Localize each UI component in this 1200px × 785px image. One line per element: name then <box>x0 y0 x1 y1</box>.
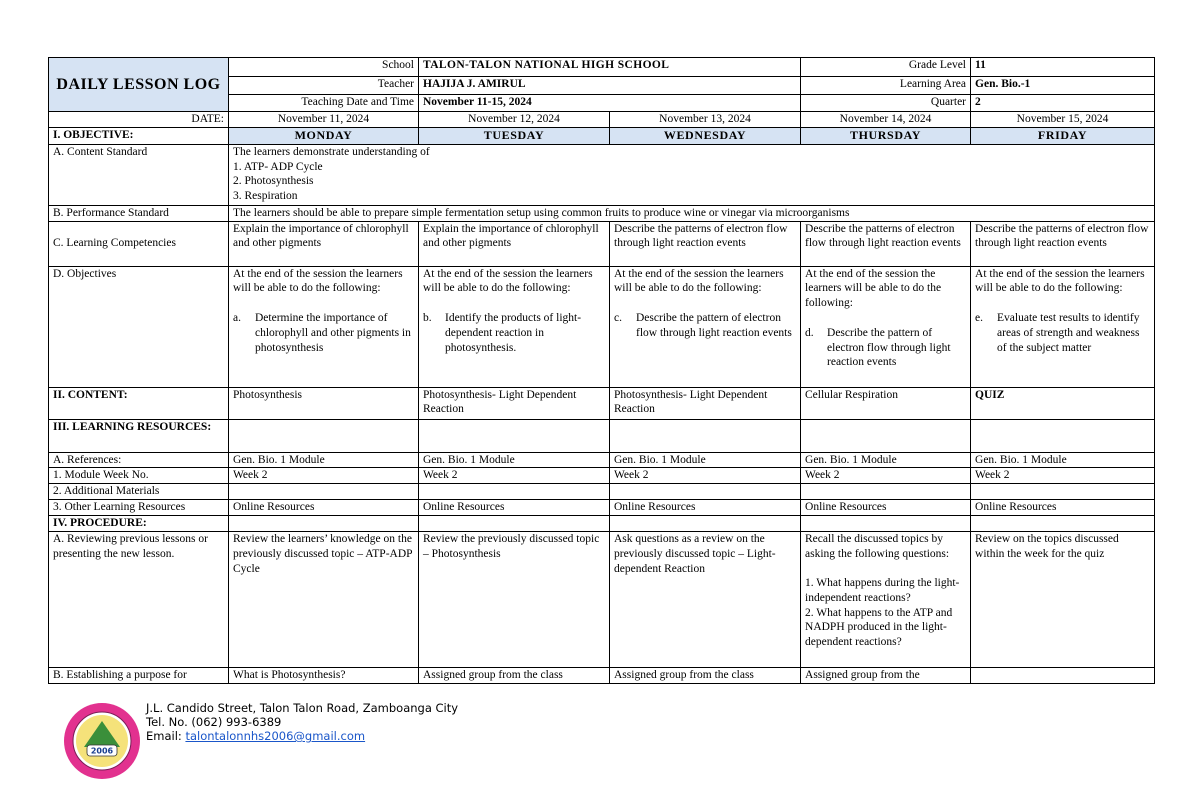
objective-heading: I. OBJECTIVE: <box>49 128 229 145</box>
objectives-label: D. Objectives <box>49 266 229 387</box>
competency-cell: Explain the importance of chlorophyll and other pigments <box>419 221 610 266</box>
purpose-label: B. Establishing a purpose for <box>49 668 229 684</box>
reviewing-line: 1. What happens during the light-independent reactions? <box>805 577 960 604</box>
reviewing-label: A. Reviewing previous lessons or presenting the new lesson. <box>49 532 229 668</box>
quarter-label: Quarter <box>801 95 971 112</box>
other-resources-cell: Online Resources <box>801 500 971 516</box>
purpose-cell <box>971 668 1155 684</box>
reviewing-cell <box>801 532 971 668</box>
seal-year: 2006 <box>90 746 114 756</box>
module-week-cell: Week 2 <box>610 468 801 484</box>
empty-cell <box>801 484 971 500</box>
empty-cell <box>419 484 610 500</box>
content-row <box>49 387 1155 419</box>
date-tuesday: November 12, 2024 <box>419 112 610 128</box>
reviewing-cell: Review on the topics discussed within the week for the quiz <box>971 532 1155 668</box>
other-resources-row <box>49 500 1155 516</box>
performance-standard-row <box>49 206 1155 222</box>
reviewing-row <box>49 532 1155 668</box>
area-value: Gen. Bio.-1 <box>971 77 1155 95</box>
reviewing-cell: Review the learners’ knowledge on the previously discussed topic – ATP-ADP Cycle <box>229 532 419 668</box>
objective-letter: a. <box>233 312 241 325</box>
purpose-row <box>49 668 1155 684</box>
empty-cell <box>610 484 801 500</box>
competency-cell: Describe the patterns of electron flow through light reaction events <box>971 221 1155 266</box>
objective-text: Describe the pattern of electron flow through light reaction events <box>636 312 792 339</box>
area-label: Learning Area <box>801 77 971 95</box>
date-row <box>49 112 1155 128</box>
objective-intro: At the end of the session the learners will be able to do the following: <box>614 267 784 295</box>
empty-cell <box>610 516 801 532</box>
day-wednesday: WEDNESDAY <box>610 128 801 145</box>
performance-standard-text: The learners should be able to prepare simple fermentation setup using common fruits to produce wine or vinegar via microorganisms <box>229 206 1155 222</box>
school-tel: Tel. No. (062) 993-6389 <box>146 715 282 729</box>
empty-cell <box>971 419 1155 452</box>
references-label: A. References: <box>49 452 229 468</box>
other-resources-cell: Online Resources <box>610 500 801 516</box>
reference-cell: Gen. Bio. 1 Module <box>229 452 419 468</box>
other-resources-cell: Online Resources <box>229 500 419 516</box>
school-email-line <box>146 729 546 743</box>
module-week-cell: Week 2 <box>801 468 971 484</box>
school-value: TALON-TALON NATIONAL HIGH SCHOOL <box>419 58 801 77</box>
reference-cell: Gen. Bio. 1 Module <box>610 452 801 468</box>
content-standard-line: 2. Photosynthesis <box>233 175 314 188</box>
competencies-row <box>49 221 1155 266</box>
day-header-row <box>49 128 1155 145</box>
empty-cell <box>971 516 1155 532</box>
objective-letter: c. <box>614 312 622 325</box>
empty-cell <box>801 419 971 452</box>
objectives-row <box>49 266 1155 387</box>
objective-letter: d. <box>805 326 814 339</box>
purpose-cell: Assigned group from the class <box>610 668 801 684</box>
quarter-value: 2 <box>971 95 1155 112</box>
reviewing-line: 2. What happens to the ATP and NADPH produced in the light-dependent reactions? <box>805 606 953 649</box>
purpose-cell: Assigned group from the class <box>419 668 610 684</box>
learning-resources-row <box>49 419 1155 452</box>
school-address: J.L. Candido Street, Talon Talon Road, Zamboanga City <box>146 701 459 715</box>
performance-standard-label: B. Performance Standard <box>49 206 229 222</box>
content-cell: Photosynthesis- Light Dependent Reaction <box>419 387 610 419</box>
content-standard-line: The learners demonstrate understanding of <box>233 146 430 158</box>
teacher-label: Teacher <box>229 77 419 95</box>
other-resources-cell: Online Resources <box>419 500 610 516</box>
objective-intro: At the end of the session the learners will be able to do the following: <box>233 267 403 295</box>
competency-cell: Describe the patterns of electron flow through light reaction events <box>610 221 801 266</box>
module-week-cell: Week 2 <box>419 468 610 484</box>
content-standard-label: A. Content Standard <box>49 145 229 206</box>
day-friday: FRIDAY <box>971 128 1155 145</box>
page-title: DAILY LESSON LOG <box>49 58 229 112</box>
objective-intro: At the end of the session the learners will be able to do the following: <box>805 267 942 310</box>
objective-intro: At the end of the session the learners will be able to do the following: <box>423 267 593 295</box>
additional-materials-row <box>49 484 1155 500</box>
module-week-label: 1. Module Week No. <box>49 468 229 484</box>
empty-cell <box>229 516 419 532</box>
dates-value: November 11-15, 2024 <box>419 95 801 112</box>
reviewing-cell: Review the previously discussed topic – Photosynthesis <box>419 532 610 668</box>
purpose-cell: What is Photosynthesis? <box>229 668 419 684</box>
other-resources-label: 3. Other Learning Resources <box>49 500 229 516</box>
objective-cell <box>419 266 610 387</box>
objective-cell <box>229 266 419 387</box>
objective-text: Evaluate test results to identify areas of strength and weakness of the subject matter <box>997 312 1140 354</box>
procedure-row <box>49 516 1155 532</box>
teacher-value: HAJIJA J. AMIRUL <box>419 77 801 95</box>
school-label: School <box>229 58 419 77</box>
grade-value: 11 <box>971 58 1155 77</box>
objective-cell <box>801 266 971 387</box>
content-standard-line: 3. Respiration <box>233 190 298 203</box>
module-week-cell: Week 2 <box>971 468 1155 484</box>
objective-intro: At the end of the session the learners will be able to do the following: <box>975 267 1145 295</box>
email-link[interactable]: talontalonnhs2006@gmail.com <box>185 729 366 743</box>
purpose-cell: Assigned group from the <box>801 668 971 684</box>
reference-cell: Gen. Bio. 1 Module <box>419 452 610 468</box>
empty-cell <box>419 516 610 532</box>
content-standard-row <box>49 145 1155 206</box>
day-tuesday: TUESDAY <box>419 128 610 145</box>
learning-resources-label: III. LEARNING RESOURCES: <box>49 419 229 452</box>
content-cell: Cellular Respiration <box>801 387 971 419</box>
competencies-label: C. Learning Competencies <box>49 221 229 266</box>
objective-cell <box>971 266 1155 387</box>
module-week-row <box>49 468 1155 484</box>
content-label: II. CONTENT: <box>49 387 229 419</box>
module-week-cell: Week 2 <box>229 468 419 484</box>
objective-letter: b. <box>423 312 432 325</box>
content-cell: Photosynthesis- Light Dependent Reaction <box>610 387 801 419</box>
date-label: DATE: <box>49 112 229 128</box>
school-contact <box>146 701 546 743</box>
empty-cell <box>801 516 971 532</box>
reference-cell: Gen. Bio. 1 Module <box>801 452 971 468</box>
objective-letter: e. <box>975 312 983 325</box>
empty-cell <box>971 484 1155 500</box>
procedure-label: IV. PROCEDURE: <box>49 516 229 532</box>
objective-cell <box>610 266 801 387</box>
objective-text: Identify the products of light-dependent reaction in photosynthesis. <box>445 312 582 354</box>
additional-materials-label: 2. Additional Materials <box>49 484 229 500</box>
reviewing-cell: Ask questions as a review on the previously discussed topic – Light-dependent Reaction <box>610 532 801 668</box>
date-friday: November 15, 2024 <box>971 112 1155 128</box>
empty-cell <box>610 419 801 452</box>
competency-cell: Describe the patterns of electron flow through light reaction events <box>801 221 971 266</box>
grade-label: Grade Level <box>801 58 971 77</box>
empty-cell <box>229 419 419 452</box>
dates-label: Teaching Date and Time <box>229 95 419 112</box>
email-label: Email: <box>146 729 182 743</box>
objective-text: Describe the pattern of electron flow through light reaction events <box>827 326 951 369</box>
day-monday: MONDAY <box>229 128 419 145</box>
competency-cell: Explain the importance of chlorophyll and other pigments <box>229 221 419 266</box>
date-monday: November 11, 2024 <box>229 112 419 128</box>
content-cell: Photosynthesis <box>229 387 419 419</box>
empty-cell <box>229 484 419 500</box>
empty-cell <box>419 419 610 452</box>
reference-cell: Gen. Bio. 1 Module <box>971 452 1155 468</box>
content-standard-text <box>229 145 1155 206</box>
day-thursday: THURSDAY <box>801 128 971 145</box>
daily-lesson-log-table <box>48 57 1155 684</box>
school-seal-icon <box>62 701 142 781</box>
content-cell: QUIZ <box>971 387 1155 419</box>
date-wednesday: November 13, 2024 <box>610 112 801 128</box>
reviewing-line: Recall the discussed topics by asking the following questions: <box>805 533 950 560</box>
references-row <box>49 452 1155 468</box>
objective-text: Determine the importance of chlorophyll and other pigments in photosynthesis <box>255 312 411 354</box>
content-standard-line: 1. ATP- ADP Cycle <box>233 160 323 173</box>
other-resources-cell: Online Resources <box>971 500 1155 516</box>
date-thursday: November 14, 2024 <box>801 112 971 128</box>
